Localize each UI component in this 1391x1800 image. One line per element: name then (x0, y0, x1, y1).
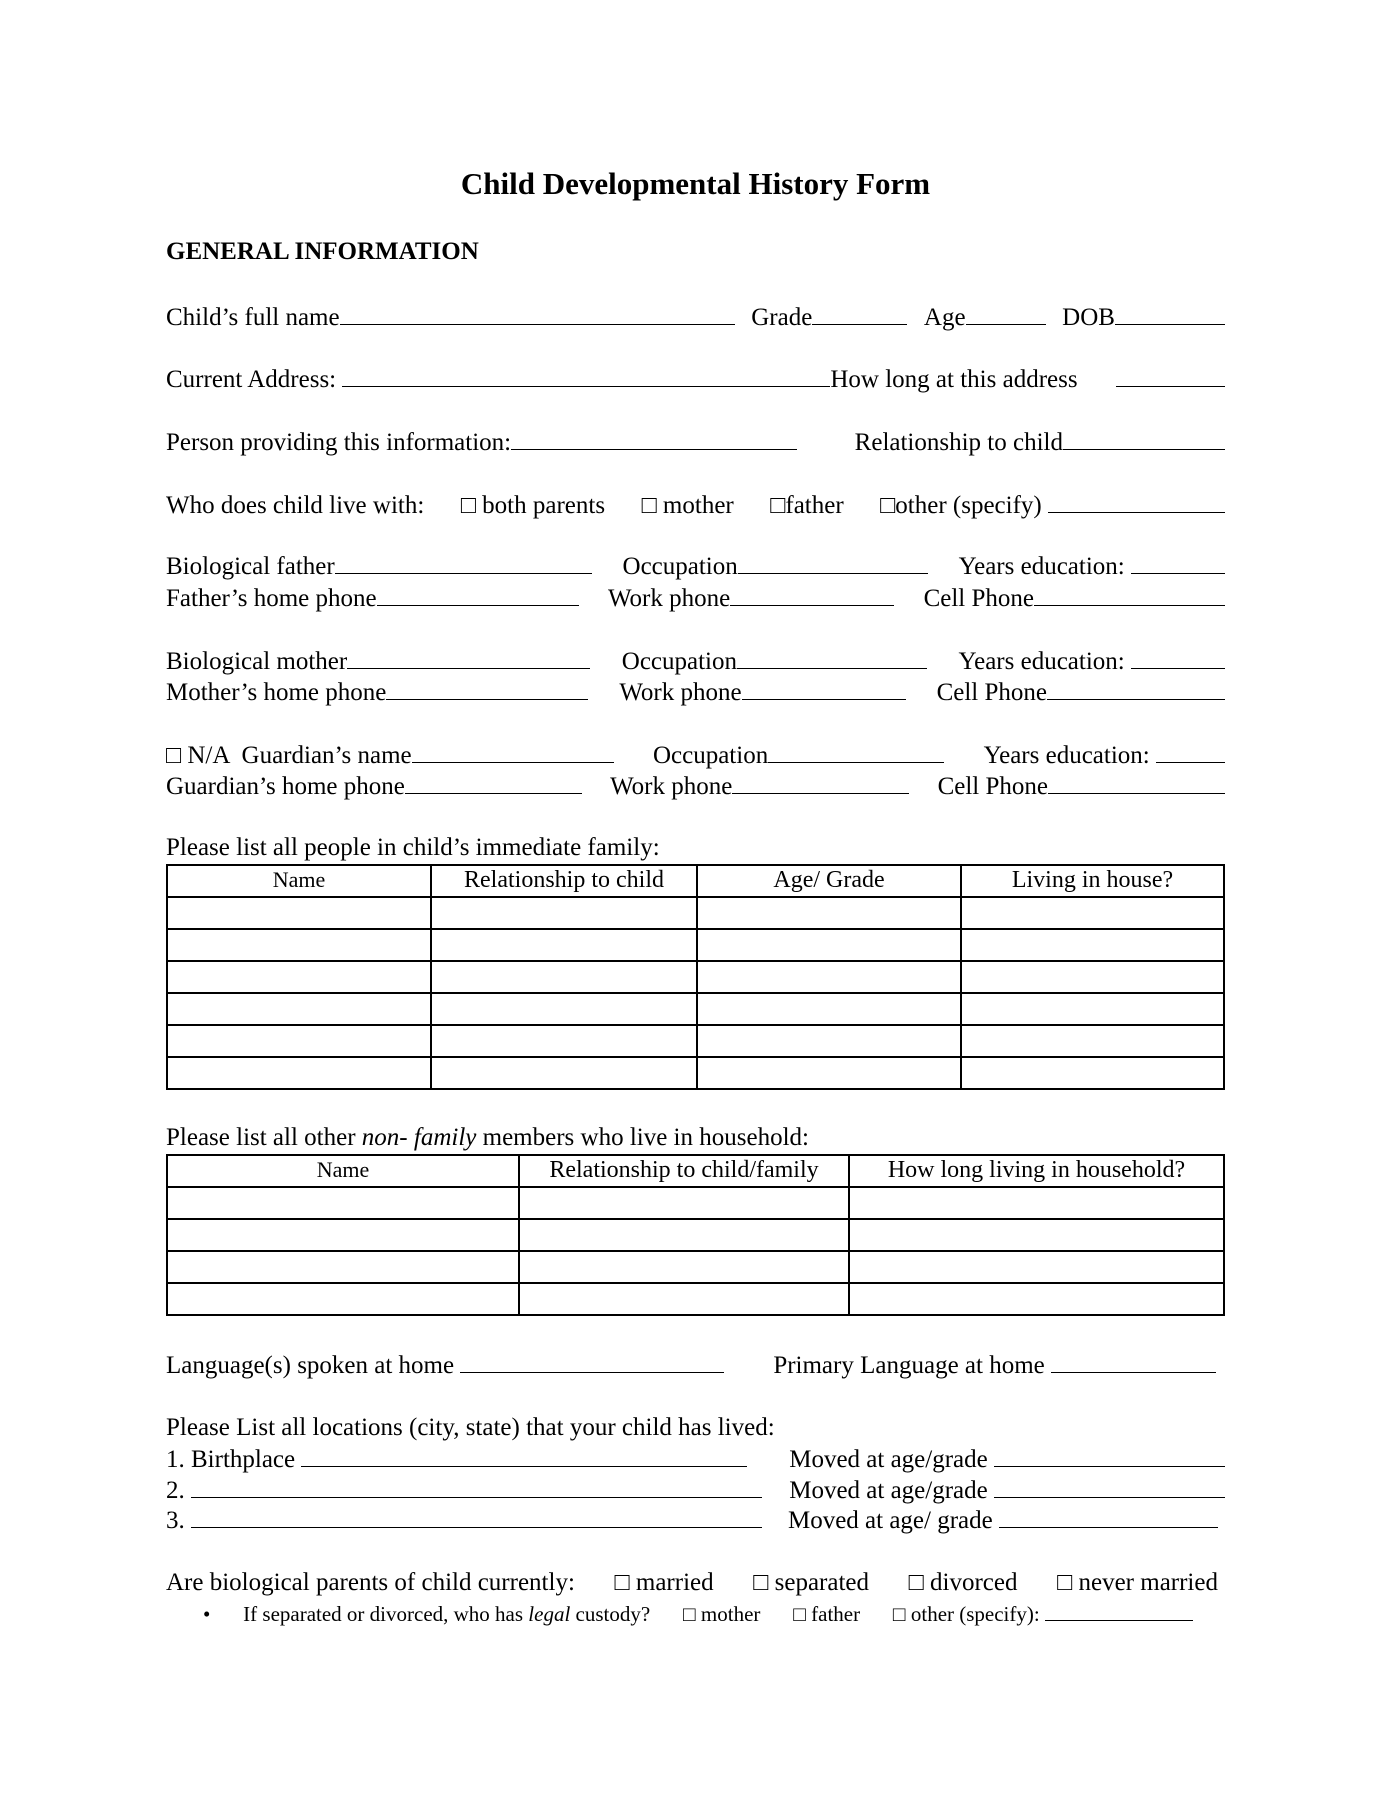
table-cell[interactable] (519, 1283, 849, 1315)
col-header: Name (167, 1155, 519, 1187)
table-cell[interactable] (431, 1057, 697, 1089)
checkbox-na[interactable]: □ N/A Guardian’s name (166, 742, 412, 769)
label: Years education: (983, 742, 1156, 769)
section-heading: GENERAL INFORMATION (166, 238, 479, 265)
label: Occupation (652, 742, 769, 769)
col-header: Relationship to child (431, 865, 697, 897)
father-name-field[interactable] (335, 551, 592, 574)
table-row (167, 993, 1224, 1025)
label: Moved at age/ grade (787, 1507, 999, 1534)
primary-language-field[interactable] (1051, 1350, 1216, 1373)
guardian-occupation-field[interactable] (768, 740, 944, 763)
label: Are biological parents of child currently: (166, 1569, 575, 1596)
label: Child’s full name (166, 304, 340, 331)
label: Language(s) spoken at home (166, 1352, 461, 1379)
person-field[interactable] (511, 427, 797, 450)
page-title: Child Developmental History Form (460, 166, 931, 201)
table-row (167, 929, 1224, 961)
table-cell[interactable] (167, 961, 431, 993)
table-cell[interactable] (167, 1251, 519, 1283)
family-table (166, 864, 1225, 1090)
label: Moved at age/grade (789, 1446, 994, 1473)
relationship-field[interactable] (1063, 427, 1225, 450)
table-cell[interactable] (849, 1251, 1224, 1283)
table-cell[interactable] (961, 961, 1224, 993)
table-cell[interactable] (697, 929, 961, 961)
bullet-icon: • (203, 1602, 211, 1626)
table-cell[interactable] (849, 1219, 1224, 1251)
table-cell[interactable] (849, 1187, 1224, 1219)
table-cell[interactable] (697, 1025, 961, 1057)
table-cell[interactable] (431, 993, 697, 1025)
label: Person providing this information: (166, 429, 512, 456)
label: Years education: (958, 553, 1131, 580)
moved-age-field[interactable] (994, 1444, 1225, 1467)
father-cell-phone-field[interactable] (1034, 583, 1225, 606)
label: Grade (751, 304, 813, 331)
label-emphasis: non- family (361, 1124, 477, 1151)
label: Mother’s home phone (166, 679, 387, 706)
checkbox-custody-father[interactable]: □ father (793, 1602, 861, 1626)
informant-row (166, 427, 1225, 457)
location-row-3 (166, 1505, 1218, 1535)
table-cell[interactable] (961, 1057, 1224, 1089)
address-field[interactable] (342, 364, 830, 387)
table-cell[interactable] (431, 897, 697, 929)
col-header: How long living in household? (849, 1155, 1224, 1187)
checkbox-divorced[interactable]: □ divorced (908, 1569, 1018, 1596)
label: Work phone (607, 585, 731, 612)
father-row (166, 551, 1225, 581)
checkbox-married[interactable]: □ married (614, 1569, 714, 1596)
col-header: Age/ Grade (697, 865, 961, 897)
table-cell[interactable] (167, 1057, 431, 1089)
dob-field[interactable] (1115, 302, 1225, 325)
checkbox-never-married[interactable]: □ never married (1057, 1569, 1218, 1596)
table-row (167, 897, 1224, 929)
guardian-phone-row (166, 771, 1225, 801)
table-row (167, 1251, 1224, 1283)
age-field[interactable] (966, 302, 1046, 325)
table-cell[interactable] (697, 961, 961, 993)
table-cell[interactable] (519, 1219, 849, 1251)
label: members who live in household: (476, 1124, 809, 1151)
table-cell[interactable] (167, 1187, 519, 1219)
checkbox-custody-other[interactable]: □ other (specify): (892, 1602, 1045, 1626)
col-header: Name (167, 865, 431, 897)
checkbox-mother[interactable]: □ mother (641, 492, 734, 519)
birthplace-field[interactable] (301, 1444, 747, 1467)
family-intro: Please list all people in child’s immediate family: (166, 834, 660, 861)
label: Cell Phone (923, 585, 1034, 612)
label: Moved at age/grade (789, 1477, 994, 1504)
table-cell[interactable] (167, 1025, 431, 1057)
label: Cell Phone (936, 679, 1047, 706)
checkbox-both-parents[interactable]: □ both parents (460, 492, 606, 519)
custody-row (203, 1599, 1193, 1629)
mother-education-field[interactable] (1131, 646, 1225, 669)
label: Work phone (619, 679, 742, 706)
label: Work phone (610, 773, 733, 800)
language-row (166, 1350, 1216, 1380)
label: custody? (570, 1602, 651, 1626)
label: Relationship to child (854, 429, 1063, 456)
nonfamily-intro (166, 1123, 809, 1153)
table-cell[interactable] (961, 993, 1224, 1025)
moved-age-field[interactable] (999, 1505, 1218, 1528)
checkbox-father[interactable]: □father (770, 492, 844, 519)
father-home-phone-field[interactable] (377, 583, 579, 606)
moved-age-field[interactable] (994, 1475, 1225, 1498)
table-cell[interactable] (697, 897, 961, 929)
how-long-field[interactable] (1116, 364, 1225, 387)
label: Cell Phone (937, 773, 1048, 800)
table-cell[interactable] (697, 1057, 961, 1089)
checkbox-other[interactable]: □other (specify) (880, 492, 1048, 519)
mother-name-field[interactable] (347, 646, 590, 669)
father-education-field[interactable] (1131, 551, 1225, 574)
mother-cell-phone-field[interactable] (1047, 677, 1225, 700)
label: Father’s home phone (166, 585, 377, 612)
table-cell[interactable] (961, 897, 1224, 929)
table-cell[interactable] (167, 897, 431, 929)
lives-with-row (166, 490, 1225, 520)
location-field[interactable] (191, 1475, 762, 1498)
table-cell[interactable] (697, 993, 961, 1025)
label: Years education: (958, 648, 1131, 675)
guardian-name-field[interactable] (412, 740, 614, 763)
parents-status-row (166, 1568, 1218, 1598)
label: Age (923, 304, 966, 331)
guardian-cell-phone-field[interactable] (1048, 771, 1225, 794)
table-cell[interactable] (431, 1025, 697, 1057)
table-cell[interactable] (431, 929, 697, 961)
guardian-work-phone-field[interactable] (732, 771, 909, 794)
label: Current Address: (166, 366, 343, 393)
mother-home-phone-field[interactable] (386, 677, 588, 700)
table-row (167, 961, 1224, 993)
label: If separated or divorced, who has (243, 1602, 529, 1626)
label: 2. (166, 1477, 191, 1504)
table-cell[interactable] (167, 929, 431, 961)
table-cell[interactable] (519, 1251, 849, 1283)
table-row (167, 1057, 1224, 1089)
table-row (167, 1187, 1224, 1219)
table-cell[interactable] (519, 1187, 849, 1219)
label: Who does child live with: (166, 492, 425, 519)
child-name-field[interactable] (340, 302, 735, 325)
guardian-home-phone-field[interactable] (405, 771, 582, 794)
other-field[interactable] (1048, 490, 1225, 513)
checkbox-separated[interactable]: □ separated (753, 1569, 870, 1596)
label: Occupation (621, 648, 737, 675)
label: Please list all other (166, 1124, 362, 1151)
table-cell[interactable] (167, 993, 431, 1025)
label: 1. Birthplace (166, 1446, 302, 1473)
table-cell[interactable] (167, 1219, 519, 1251)
custody-other-field[interactable] (1045, 1602, 1193, 1621)
table-cell[interactable] (961, 929, 1224, 961)
table-cell[interactable] (849, 1283, 1224, 1315)
checkbox-custody-mother[interactable]: □ mother (683, 1602, 761, 1626)
location-row-1 (166, 1444, 1225, 1474)
child-info-row (166, 302, 1225, 332)
label: Occupation (622, 553, 738, 580)
label: How long at this address (830, 366, 1078, 393)
mother-occupation-field[interactable] (737, 646, 927, 669)
label: 3. (166, 1507, 191, 1534)
mother-phone-row (166, 677, 1225, 707)
table-cell[interactable] (167, 1283, 519, 1315)
grade-field[interactable] (812, 302, 907, 325)
father-occupation-field[interactable] (738, 551, 928, 574)
label: Guardian’s home phone (166, 773, 405, 800)
locations-intro: Please List all locations (city, state) that your child has lived: (166, 1414, 775, 1441)
table-cell[interactable] (431, 961, 697, 993)
location-row-2 (166, 1475, 1225, 1505)
father-phone-row (166, 583, 1225, 613)
mother-work-phone-field[interactable] (742, 677, 906, 700)
label: Biological father (166, 553, 335, 580)
nonfamily-table (166, 1154, 1225, 1316)
col-header: Relationship to child/family (519, 1155, 849, 1187)
label: Biological mother (166, 648, 348, 675)
table-row (167, 1219, 1224, 1251)
father-work-phone-field[interactable] (730, 583, 894, 606)
col-header: Living in house? (961, 865, 1224, 897)
address-row (166, 364, 1225, 394)
table-cell[interactable] (961, 1025, 1224, 1057)
label-emphasis: legal (528, 1602, 571, 1626)
label: DOB (1062, 304, 1115, 331)
guardian-education-field[interactable] (1156, 740, 1225, 763)
mother-row (166, 646, 1225, 676)
table-row (167, 1025, 1224, 1057)
location-field[interactable] (191, 1505, 762, 1528)
guardian-row (166, 740, 1225, 770)
languages-field[interactable] (460, 1350, 724, 1373)
table-row (167, 1283, 1224, 1315)
label: Primary Language at home (773, 1352, 1051, 1379)
